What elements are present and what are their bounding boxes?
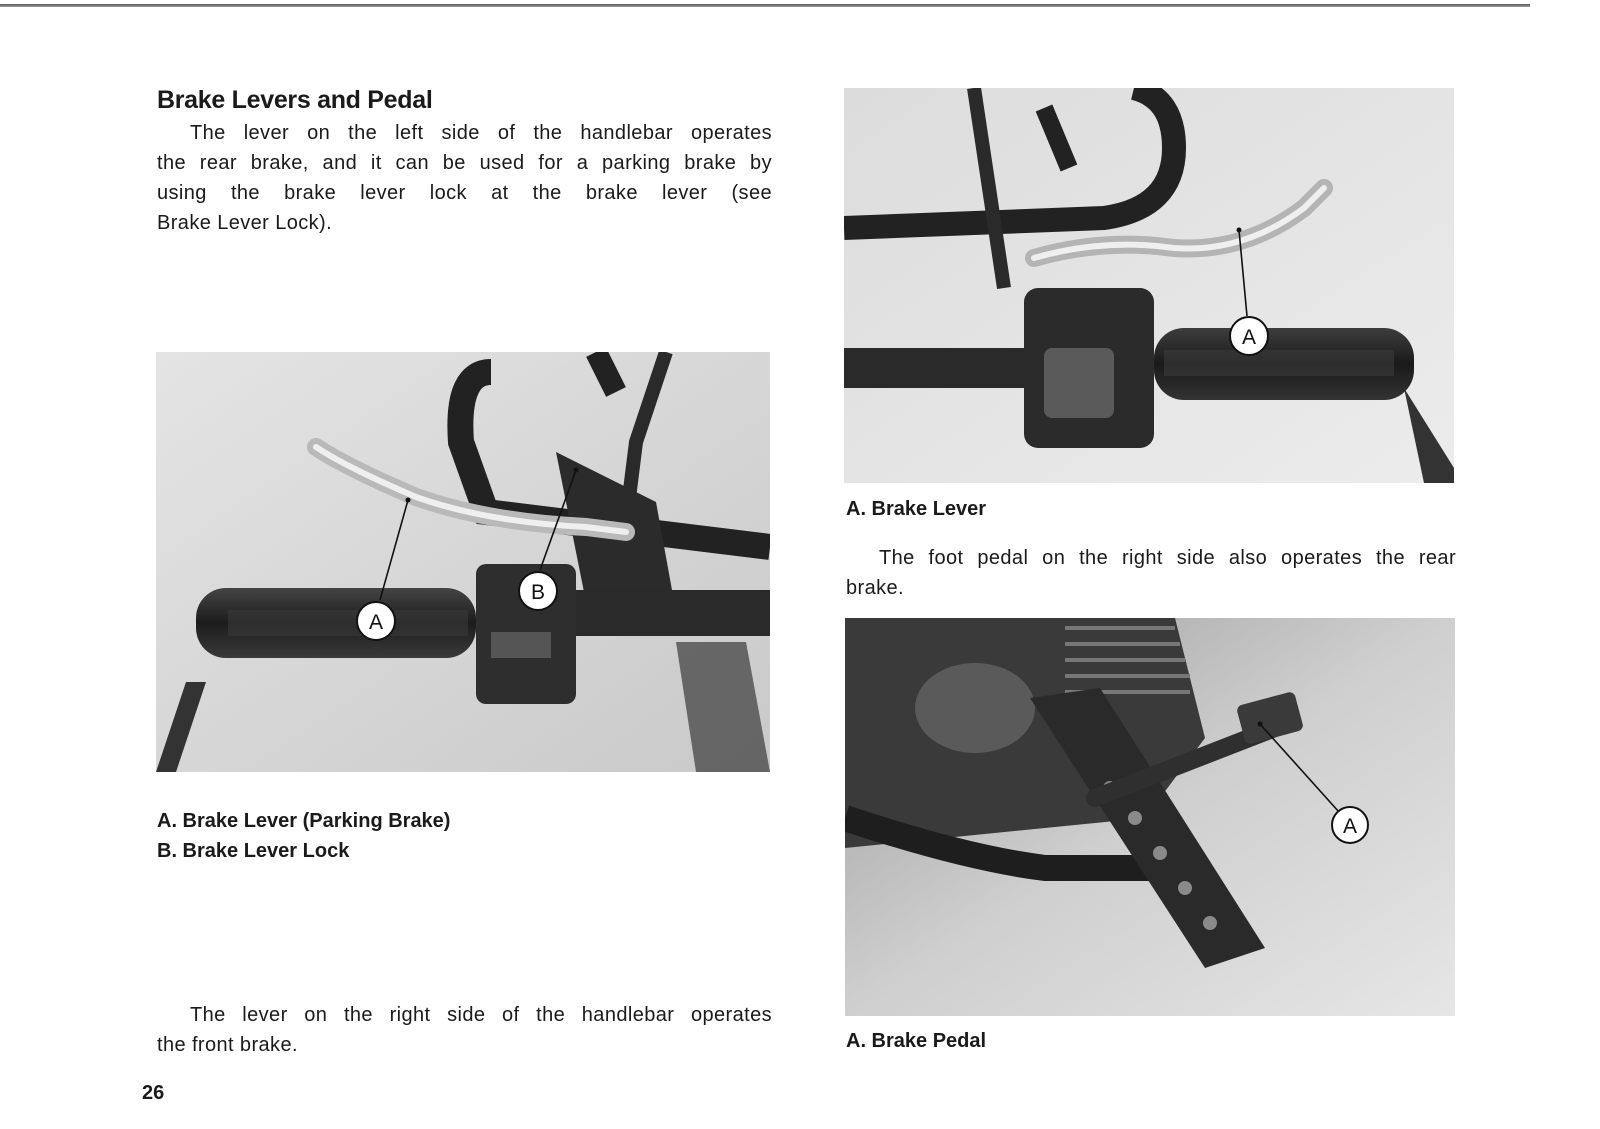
right-lever-photo xyxy=(844,88,1454,483)
intro-line: The lever on the left side of the handlebar operates xyxy=(190,122,772,144)
right-lever-caption xyxy=(846,494,986,524)
front-brake-line: The lever on the right side of the handlebar operates xyxy=(190,1004,772,1026)
callout-a: A xyxy=(1342,815,1358,838)
callout-a: A xyxy=(368,611,384,634)
top-rule xyxy=(0,4,1530,7)
intro-line: the rear brake, and it can be used for a parking brake by xyxy=(157,152,772,174)
intro-line: Brake Lever Lock). xyxy=(157,212,333,234)
caption-brake-lever-lock: B. Brake Lever Lock xyxy=(157,840,350,862)
callout-a: A xyxy=(1241,326,1257,349)
intro-line: using the brake lever lock at the brake lever (see xyxy=(157,182,772,204)
foot-pedal-line: The foot pedal on the right side also operates the rear xyxy=(879,547,1456,569)
section-heading: Brake Levers and Pedal xyxy=(157,86,433,114)
brake-pedal-photo xyxy=(845,618,1455,1016)
caption-brake-pedal: A. Brake Pedal xyxy=(846,1030,987,1052)
foot-pedal-line: brake. xyxy=(846,577,904,599)
front-brake-paragraph xyxy=(157,1000,772,1060)
left-figure-captions xyxy=(157,806,450,866)
foot-pedal-paragraph xyxy=(846,543,1456,603)
front-brake-line: the front brake. xyxy=(157,1034,298,1056)
pedal-caption xyxy=(846,1026,986,1056)
left-lever-photo xyxy=(156,352,770,772)
page-number: 26 xyxy=(142,1082,165,1104)
caption-brake-lever-parking: A. Brake Lever (Parking Brake) xyxy=(157,810,451,832)
caption-brake-lever: A. Brake Lever xyxy=(846,498,987,520)
callout-b: B xyxy=(530,581,546,604)
intro-paragraph xyxy=(157,118,772,238)
